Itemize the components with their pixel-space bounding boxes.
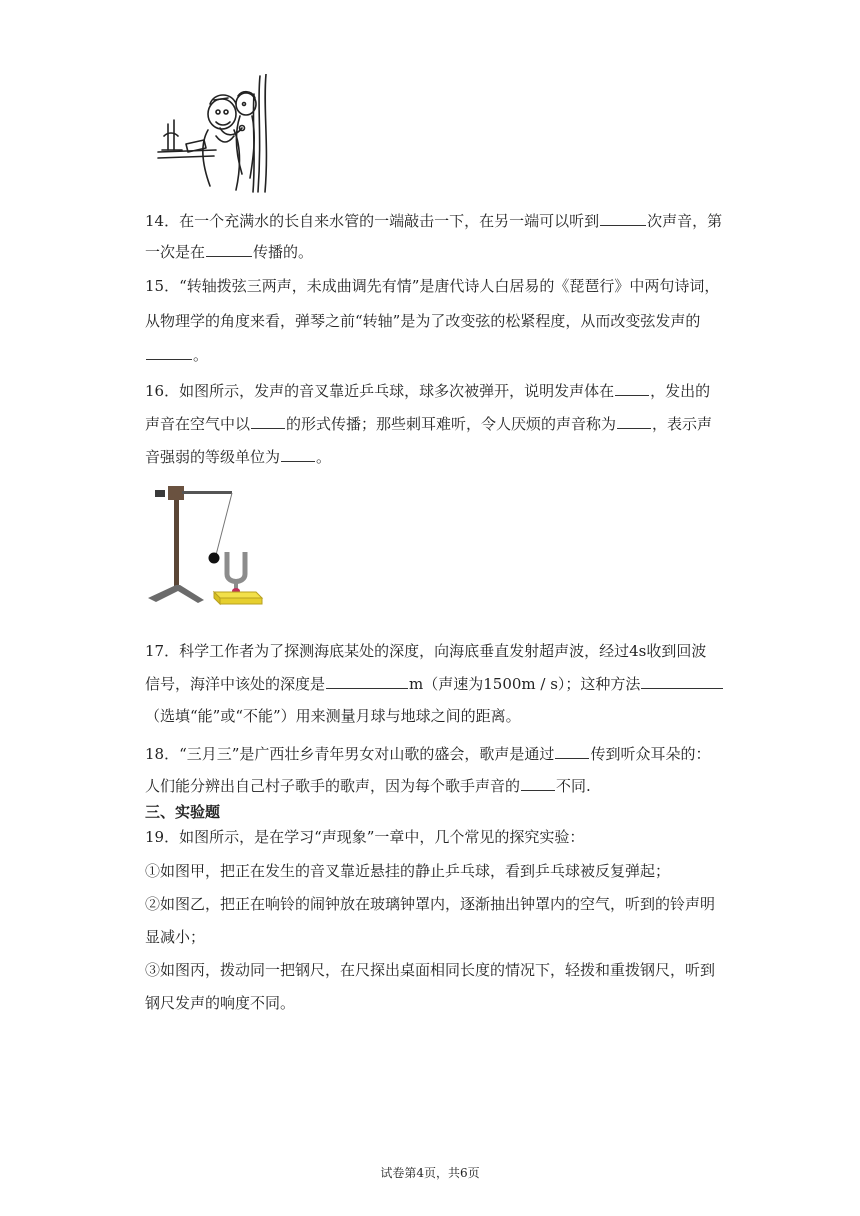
question-16-line-1: 16．如图所示，发声的音叉靠近乒乓球，球多次被弹开，说明发声体在 ，发出的 xyxy=(145,382,711,400)
answer-blank[interactable] xyxy=(555,743,589,759)
section-heading: 三、实验题 xyxy=(145,803,221,821)
question-19-line-1: 19．如图所示，是在学习“声现象”一章中，几个常见的探究实验： xyxy=(145,828,585,846)
question-16-line-2: 声音在空气中以 的形式传播；那些刺耳难听，令人厌烦的声音称为 ，表示声 xyxy=(145,415,713,433)
question-15-line-2: 从物理学的角度来看，弹琴之前“转轴”是为了改变弦的松紧程度，从而改变弦发声的 xyxy=(145,312,701,330)
tuning-fork-pingpong-illustration xyxy=(146,480,276,610)
answer-blank[interactable] xyxy=(146,344,192,360)
question-15-line-1: 15．“转轴拨弦三两声，未成曲调先有情”是唐代诗人白居易的《琵琶行》中两句诗词， xyxy=(145,277,720,295)
question-17-line-1: 17．科学工作者为了探测海底某处的深度，向海底垂直发射超声波，经过4s收到回波 xyxy=(145,642,707,660)
question-15-line-3: 。 xyxy=(145,344,208,365)
answer-blank[interactable] xyxy=(600,210,646,226)
answer-blank[interactable] xyxy=(281,446,315,462)
question-16-line-3: 音强弱的等级单位为 。 xyxy=(145,448,332,466)
answer-blank[interactable] xyxy=(521,775,555,791)
question-19-line-4: 显减小； xyxy=(145,928,206,946)
question-14-line-2: 一次是在 传播的。 xyxy=(145,243,314,261)
question-19-line-2: ①如图甲，把正在发生的音叉靠近悬挂的静止乒乓球，看到乒乓球被反复弹起； xyxy=(145,862,671,880)
answer-blank[interactable] xyxy=(251,413,285,429)
question-17-line-3: （选填“能”或“不能”）用来测量月球与地球之间的距离。 xyxy=(145,707,521,725)
answer-blank[interactable] xyxy=(206,241,252,257)
doctor-stethoscope-illustration xyxy=(156,74,274,194)
question-17-line-2: 信号，海洋中该处的深度是 m（声速为1500m / s）；这种方法 xyxy=(145,673,724,694)
page-footer: 试卷第4页，共6页 xyxy=(380,1166,480,1180)
question-14-line-1: 14．在一个充满水的长自来水管的一端敲击一下，在另一端可以听到 次声音，第 xyxy=(145,212,723,230)
answer-blank[interactable] xyxy=(641,673,723,689)
answer-blank[interactable] xyxy=(326,673,408,689)
question-19-line-3: ②如图乙，把正在响铃的闹钟放在玻璃钟罩内，逐渐抽出钟罩内的空气，听到的铃声明 xyxy=(145,895,716,913)
question-19-line-5: ③如图丙，拨动同一把钢尺，在尺探出桌面相同长度的情况下，轻拨和重拨钢尺，听到 xyxy=(145,961,716,979)
question-19-line-6: 钢尺发声的响度不同。 xyxy=(145,994,296,1012)
answer-blank[interactable] xyxy=(617,413,651,429)
answer-blank[interactable] xyxy=(615,380,649,396)
question-18-line-1: 18．“三月三”是广西壮乡青年男女对山歌的盛会，歌声是通过 传到听众耳朵的： xyxy=(145,745,711,763)
question-18-line-2: 人们能分辨出自己村子歌手的歌声，因为每个歌手声音的 不同. xyxy=(145,777,591,795)
